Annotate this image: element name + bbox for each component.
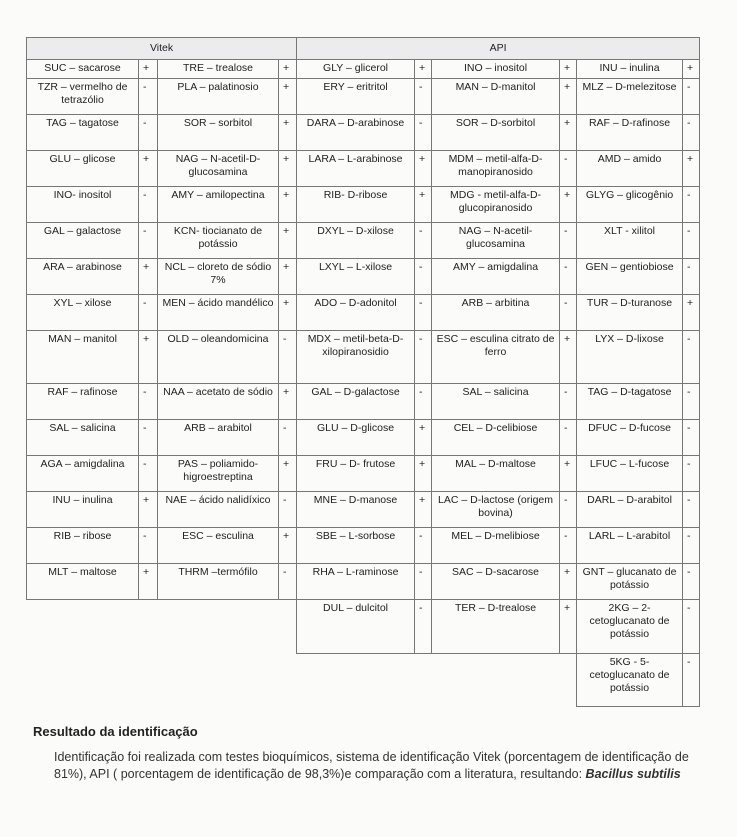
table-header-row <box>27 38 700 60</box>
test-result: + <box>415 60 432 79</box>
test-result: + <box>560 187 577 223</box>
test-name: NAA – acetato de sódio <box>158 384 279 420</box>
test-name: LFUC – L-fucose <box>577 456 683 492</box>
table-row <box>27 492 700 528</box>
test-name: SAL – salicina <box>432 384 560 420</box>
test-result: + <box>139 492 158 528</box>
test-result: - <box>139 115 158 151</box>
test-result: + <box>683 60 700 79</box>
test-result: - <box>560 223 577 259</box>
test-result: + <box>560 331 577 384</box>
test-name: TRE – trealose <box>158 60 279 79</box>
test-name: FRU – D- frutose <box>297 456 415 492</box>
test-result: - <box>415 79 432 115</box>
test-result: + <box>279 259 297 295</box>
table-row <box>27 79 700 115</box>
test-name: INO – inositol <box>432 60 560 79</box>
test-name: SAL – salicina <box>27 420 139 456</box>
test-name: SAC – D-sacarose <box>432 564 560 600</box>
test-result: + <box>279 60 297 79</box>
test-name: MAN – D-manitol <box>432 79 560 115</box>
table-row <box>27 654 700 707</box>
test-result: - <box>139 295 158 331</box>
test-result: - <box>683 492 700 528</box>
test-name: ARA – arabinose <box>27 259 139 295</box>
test-result: - <box>279 564 297 600</box>
test-name: SBE – L-sorbose <box>297 528 415 564</box>
test-name: NAE – ácido nalidíxico <box>158 492 279 528</box>
test-name: LAC – D-lactose (origem bovina) <box>432 492 560 528</box>
table-row <box>27 456 700 492</box>
test-name: 2KG – 2-cetoglucanato de potássio <box>577 600 683 654</box>
test-result: + <box>279 79 297 115</box>
test-name: GLYG – glicogênio <box>577 187 683 223</box>
result-body: Identificação foi realizada com testes bioquímicos, sistema de identificação Vitek (porcentagem de identificação de 81%), API ( porcentagem de identificação de 98,3%)e comparação com a literatura, resultando: <box>54 750 689 781</box>
test-name: MDM – metil-alfa-D-manopiranosido <box>432 151 560 187</box>
table-row <box>27 384 700 420</box>
test-name: 5KG - 5-cetoglucanato de potássio <box>577 654 683 707</box>
test-name: TUR – D-turanose <box>577 295 683 331</box>
test-result: - <box>683 384 700 420</box>
test-name: OLD – oleandomicina <box>158 331 279 384</box>
test-name: INU – inulina <box>577 60 683 79</box>
empty-cell <box>415 654 432 707</box>
test-name: GLU – D-glicose <box>297 420 415 456</box>
test-result: - <box>560 528 577 564</box>
test-name: RAF – rafinose <box>27 384 139 420</box>
test-result: - <box>415 564 432 600</box>
table-row <box>27 60 700 79</box>
test-result: + <box>415 420 432 456</box>
test-name: ESC – esculina <box>158 528 279 564</box>
empty-cell <box>139 600 158 654</box>
test-name: NAG – N-acetil-D-glucosamina <box>158 151 279 187</box>
test-name: AMY – amilopectina <box>158 187 279 223</box>
test-result: - <box>279 420 297 456</box>
test-name: CEL – D-celibiose <box>432 420 560 456</box>
result-text <box>54 749 714 783</box>
test-name: RIB – ribose <box>27 528 139 564</box>
table-row <box>27 115 700 151</box>
test-result: - <box>139 187 158 223</box>
result-title: Resultado da identificação <box>33 724 198 739</box>
test-name: XYL – xilose <box>27 295 139 331</box>
test-name: ERY – eritritol <box>297 79 415 115</box>
test-name: RAF – D-rafinose <box>577 115 683 151</box>
test-result: - <box>683 528 700 564</box>
test-result: + <box>139 60 158 79</box>
test-result: + <box>139 259 158 295</box>
table-row <box>27 420 700 456</box>
test-result: - <box>415 384 432 420</box>
test-result: - <box>279 492 297 528</box>
test-name: KCN- tiocianato de potássio <box>158 223 279 259</box>
test-name: MLZ – D-melezitose <box>577 79 683 115</box>
test-name: MAN – manitol <box>27 331 139 384</box>
test-name: ESC – esculina citrato de ferro <box>432 331 560 384</box>
test-result: - <box>683 223 700 259</box>
test-result: + <box>560 456 577 492</box>
test-result: - <box>683 331 700 384</box>
test-result: - <box>415 528 432 564</box>
test-result: + <box>279 223 297 259</box>
test-result: - <box>683 564 700 600</box>
test-name: AMY – amigdalina <box>432 259 560 295</box>
table-row <box>27 295 700 331</box>
test-result: - <box>683 115 700 151</box>
test-name: ADO – D-adonitol <box>297 295 415 331</box>
test-result: - <box>683 420 700 456</box>
test-result: - <box>139 456 158 492</box>
test-name: SOR – D-sorbitol <box>432 115 560 151</box>
test-name: MEL – D-melibiose <box>432 528 560 564</box>
table-row <box>27 600 700 654</box>
table-row <box>27 187 700 223</box>
test-name: NAG – N-acetil-glucosamina <box>432 223 560 259</box>
test-result: - <box>415 223 432 259</box>
test-result: + <box>279 456 297 492</box>
empty-cell <box>27 600 139 654</box>
table-row <box>27 331 700 384</box>
empty-cell <box>279 654 297 707</box>
test-result: + <box>415 187 432 223</box>
test-result: + <box>560 564 577 600</box>
test-name: DARA – D-arabinose <box>297 115 415 151</box>
test-result: - <box>683 79 700 115</box>
api-header: API <box>297 38 700 60</box>
test-name: SOR – sorbitol <box>158 115 279 151</box>
test-result: - <box>415 331 432 384</box>
test-name: MEN – ácido mandélico <box>158 295 279 331</box>
test-result: - <box>683 456 700 492</box>
test-name: GLY – glicerol <box>297 60 415 79</box>
test-result: + <box>279 187 297 223</box>
table-row <box>27 223 700 259</box>
test-name: MAL – D-maltose <box>432 456 560 492</box>
test-name: ARB – arabitol <box>158 420 279 456</box>
empty-cell <box>432 654 560 707</box>
test-result: - <box>683 187 700 223</box>
test-result: - <box>139 223 158 259</box>
test-name: GEN – gentiobiose <box>577 259 683 295</box>
test-result: + <box>279 384 297 420</box>
identification-table <box>26 37 700 707</box>
table-row <box>27 564 700 600</box>
test-name: GAL – galactose <box>27 223 139 259</box>
test-name: INO- inositol <box>27 187 139 223</box>
test-result: + <box>560 79 577 115</box>
test-name: DARL – D-arabitol <box>577 492 683 528</box>
test-result: + <box>279 528 297 564</box>
test-result: + <box>415 456 432 492</box>
test-name: NCL – cloreto de sódio 7% <box>158 259 279 295</box>
test-result: - <box>560 151 577 187</box>
test-result: + <box>139 331 158 384</box>
table-row <box>27 528 700 564</box>
test-result: - <box>560 420 577 456</box>
test-result: + <box>279 115 297 151</box>
empty-cell <box>139 654 158 707</box>
result-organism: Bacillus subtilis <box>585 767 681 781</box>
test-name: ARB – arbitina <box>432 295 560 331</box>
test-result: + <box>560 60 577 79</box>
test-result: + <box>683 151 700 187</box>
empty-cell <box>158 600 279 654</box>
test-result: - <box>560 384 577 420</box>
test-name: TZR – vermelho de tetrazólio <box>27 79 139 115</box>
test-name: GLU – glicose <box>27 151 139 187</box>
test-result: - <box>139 79 158 115</box>
test-result: - <box>415 115 432 151</box>
empty-cell <box>27 654 139 707</box>
test-name: TAG – D-tagatose <box>577 384 683 420</box>
test-result: + <box>139 564 158 600</box>
test-name: MDG - metil-alfa-D-glucopiranosido <box>432 187 560 223</box>
empty-cell <box>158 654 279 707</box>
test-name: PLA – palatinosio <box>158 79 279 115</box>
test-name: MDX – metil-beta-D-xilopiranosidio <box>297 331 415 384</box>
empty-cell <box>560 654 577 707</box>
test-name: GAL – D-galactose <box>297 384 415 420</box>
test-result: - <box>560 259 577 295</box>
test-name: INU – inulina <box>27 492 139 528</box>
test-name: DXYL – D-xilose <box>297 223 415 259</box>
test-name: AMD – amido <box>577 151 683 187</box>
test-name: LARA – L-arabinose <box>297 151 415 187</box>
test-name: MLT – maltose <box>27 564 139 600</box>
test-name: DFUC – D-fucose <box>577 420 683 456</box>
test-result: - <box>139 528 158 564</box>
test-result: - <box>560 295 577 331</box>
test-result: + <box>415 492 432 528</box>
test-result: + <box>279 151 297 187</box>
test-name: RIB- D-ribose <box>297 187 415 223</box>
test-name: XLT - xilitol <box>577 223 683 259</box>
test-name: TAG – tagatose <box>27 115 139 151</box>
test-result: + <box>683 295 700 331</box>
test-name: PAS – poliamido-higroestreptina <box>158 456 279 492</box>
table-row <box>27 259 700 295</box>
test-result: - <box>279 331 297 384</box>
empty-cell <box>279 600 297 654</box>
test-result: - <box>415 600 432 654</box>
test-result: + <box>139 151 158 187</box>
test-name: LYX – D-lixose <box>577 331 683 384</box>
test-result: - <box>683 259 700 295</box>
test-result: + <box>560 115 577 151</box>
test-result: - <box>415 259 432 295</box>
test-result: + <box>560 600 577 654</box>
test-result: - <box>415 295 432 331</box>
table-row <box>27 151 700 187</box>
test-result: - <box>139 420 158 456</box>
test-name: SUC – sacarose <box>27 60 139 79</box>
test-result: + <box>415 151 432 187</box>
test-name: AGA – amigdalina <box>27 456 139 492</box>
test-name: LARL – L-arabitol <box>577 528 683 564</box>
empty-cell <box>297 654 415 707</box>
test-result: + <box>279 295 297 331</box>
test-name: DUL – dulcitol <box>297 600 415 654</box>
test-name: MNE – D-manose <box>297 492 415 528</box>
test-name: THRM –termófilo <box>158 564 279 600</box>
table-body <box>27 60 700 707</box>
test-name: RHA – L-raminose <box>297 564 415 600</box>
test-result: - <box>560 492 577 528</box>
test-result: - <box>683 600 700 654</box>
test-result: - <box>683 654 700 707</box>
test-result: - <box>139 384 158 420</box>
test-name: GNT – glucanato de potássio <box>577 564 683 600</box>
test-name: TER – D-trealose <box>432 600 560 654</box>
vitek-header: Vitek <box>27 38 297 60</box>
test-name: LXYL – L-xilose <box>297 259 415 295</box>
